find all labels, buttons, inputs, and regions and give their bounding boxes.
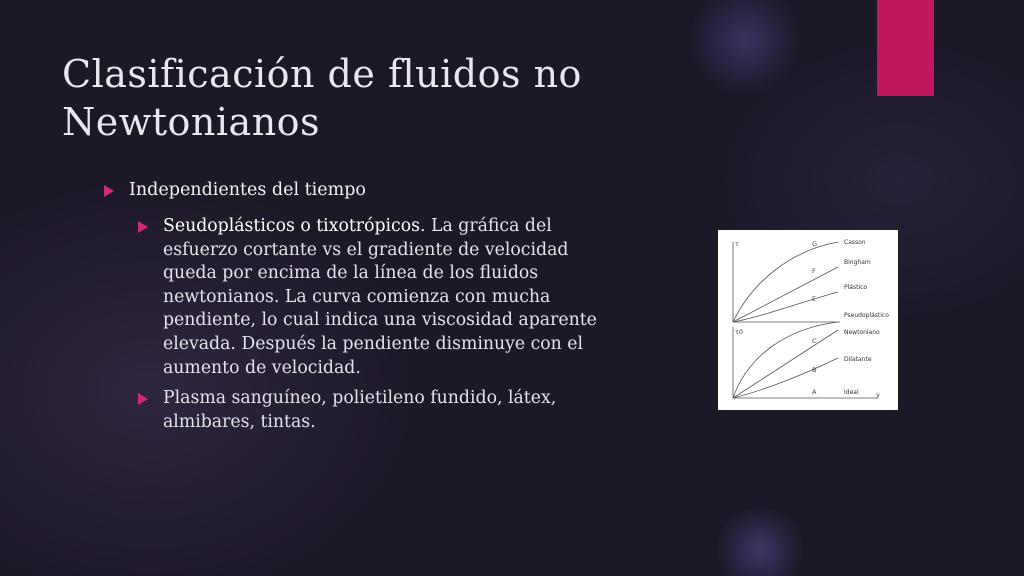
curve-bingham xyxy=(733,267,838,322)
curve-casson xyxy=(733,242,838,322)
bullet-lead-text: Seudoplásticos o tixotrópicos xyxy=(163,216,421,236)
curve-newtoniano xyxy=(733,330,838,398)
y-axis-label: τ xyxy=(735,240,739,248)
bullet-arrow-icon xyxy=(104,185,114,197)
curve-letter-c: C xyxy=(812,337,817,345)
accent-bar xyxy=(877,0,934,96)
bullet-arrow-icon xyxy=(138,221,148,233)
curve-name-pseudoplastico: Pseudoplástico xyxy=(844,312,889,319)
bullet-independent-of-time xyxy=(104,180,366,200)
curve-letter-b: B xyxy=(812,366,817,374)
slide-title: Clasificación de fluidos no Newtonianos xyxy=(62,52,582,144)
curve-name-ideal: Ideal xyxy=(844,389,859,396)
curve-pseudoplastico xyxy=(733,322,838,398)
curve-letter-g: G xyxy=(812,240,818,248)
bullet-text: Plasma sanguíneo, polietileno fundido, látex, almibares, tintas. xyxy=(163,388,557,432)
curve-name-casson: Casson xyxy=(844,239,866,246)
curve-name-plastico: Plástico xyxy=(844,284,868,291)
bullet-examples xyxy=(138,387,598,434)
curve-letter-f: F xyxy=(812,267,816,275)
curve-letter-a: A xyxy=(812,388,817,396)
curve-name-bingham: Bingham xyxy=(844,259,871,266)
curve-name-dilatante: Dilatante xyxy=(844,356,872,363)
curve-letter-e: E xyxy=(812,295,817,303)
bullet-text: Independientes del tiempo xyxy=(129,180,366,200)
rheology-diagram xyxy=(718,230,898,410)
bullet-arrow-icon xyxy=(138,393,148,405)
curve-name-newtoniano: Newtoniano xyxy=(844,329,880,336)
tau0-label: τ0 xyxy=(735,328,744,336)
rheology-figure xyxy=(718,230,898,410)
bullet-body-text: . La gráfica del esfuerzo cortante vs el gradiente de velocidad queda por encima de la línea de los fluidos newtonianos. La curva comienza con mucha pendiente, lo cual indica una viscosidad aparente elevada. Después la pendiente disminuye con el aumento de velocidad. xyxy=(163,216,597,378)
x-axis-label: γ̇ xyxy=(876,391,880,399)
bullet-pseudoplastic xyxy=(138,215,598,380)
